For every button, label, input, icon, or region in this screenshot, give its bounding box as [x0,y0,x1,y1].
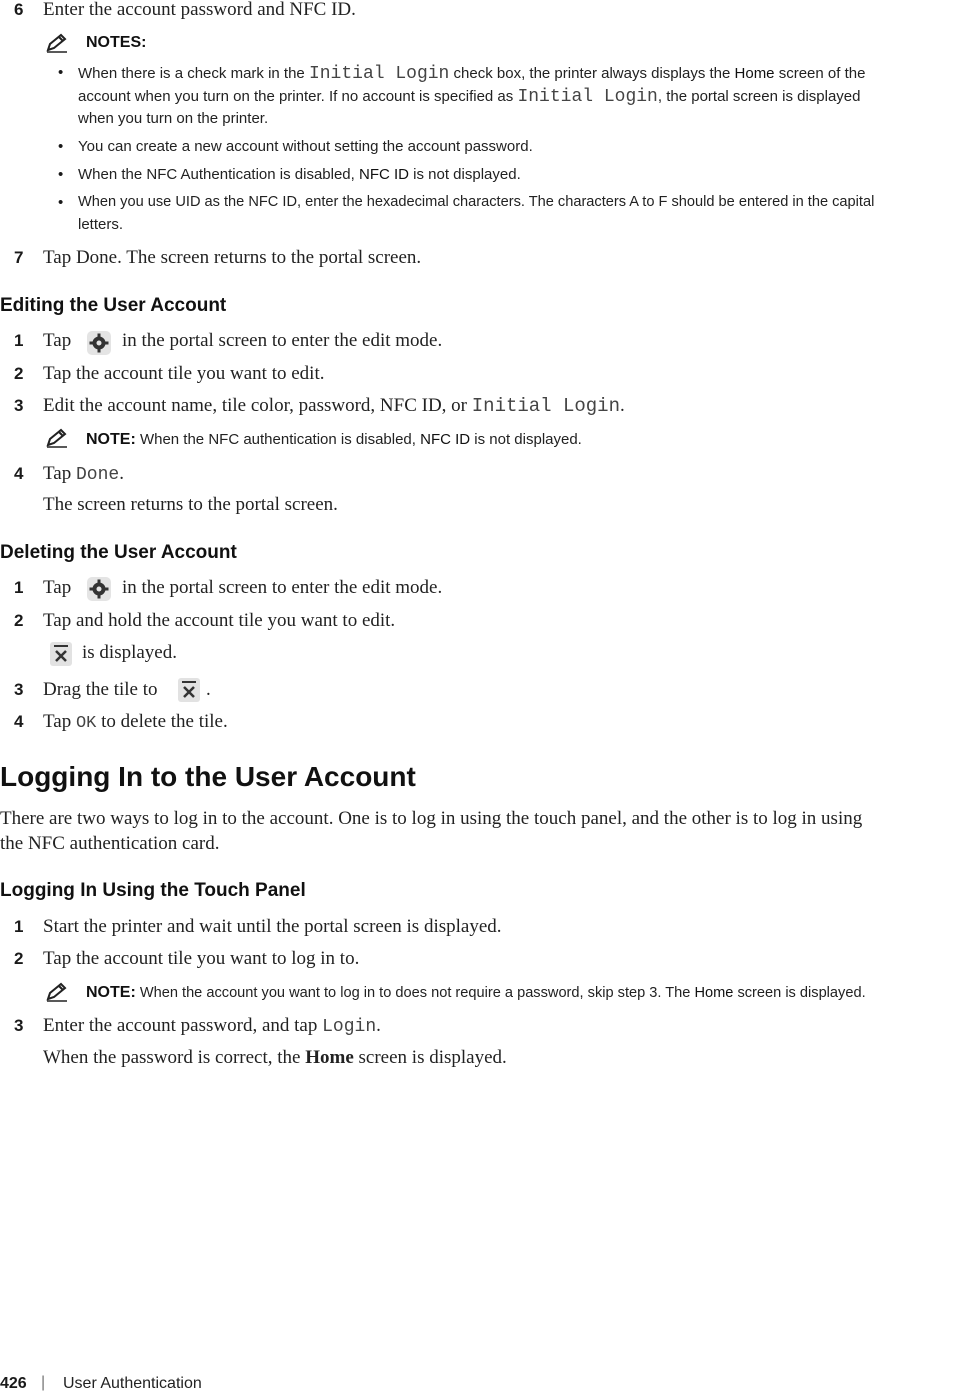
section-heading: Deleting the User Account [0,542,237,563]
intro-line-1: There are two ways to log in to the account. One is to log in using the touch panel, and the other is to log in using [0,808,863,829]
section-heading: Logging In Using the Touch Panel [0,880,306,901]
step-number: 1 [14,331,24,350]
footer-separator: | [41,1374,46,1391]
note: NOTE: When the account you want to log in to does not require a password, skip step 3. The Home screen is displayed. [86,984,866,1001]
step-text: Tap the account tile you want to edit. [43,363,325,384]
gear-icon [86,330,112,356]
step-text: is displayed. [82,642,177,663]
bullet: • [58,194,64,211]
note-bullet-2: You can create a new account without setting the account password. [78,138,533,155]
step-text: in the portal screen to enter the edit mode. [122,577,443,598]
notes-label: NOTES: [86,34,147,51]
step-text: Tap OK to delete the tile. [43,711,228,733]
chapter-heading: Logging In to the User Account [0,761,416,792]
step-number: 2 [14,949,24,968]
section-heading: Editing the User Account [0,295,227,316]
step-number: 4 [14,712,24,731]
note: NOTE: When the NFC authentication is disabled, NFC ID is not displayed. [86,431,582,448]
note-bullet-1-line-1: When there is a check mark in the Initial Login check box, the printer always displays the Home screen of the [78,64,866,84]
pencil-note-icon [45,428,69,448]
step-number: 3 [14,680,24,699]
step-text: Edit the account name, tile color, password, NFC ID, or Initial Login. [43,395,625,417]
intro-line-2: the NFC authentication card. [0,833,220,854]
step-number: 2 [14,611,24,630]
step-number: 1 [14,578,24,597]
note-bullet-1-line-3: when you turn on the printer. [78,110,269,127]
step-number: 1 [14,917,24,936]
step-number: 3 [14,1016,24,1035]
note-bullet-4-line-1: When you use UID as the NFC ID, enter the hexadecimal characters. The characters A to F should be entered in the capital [78,194,875,210]
step-text: Tap and hold the account tile you want to edit. [43,610,396,631]
step-text: Tap [43,330,72,351]
step-text: . [206,679,211,700]
step-text: Tap the account tile you want to log in to. [43,948,360,969]
step-text: Start the printer and wait until the portal screen is displayed. [43,916,502,937]
bullet: • [58,166,64,183]
step-number: 4 [14,464,24,483]
step-text: The screen returns to the portal screen. [43,494,338,515]
step-text: Enter the account password, and tap Login. [43,1015,381,1037]
step-text: Enter the account password and NFC ID. [43,0,356,20]
pencil-note-icon [45,982,69,1002]
step-number: 2 [14,364,24,383]
step-text: When the password is correct, the Home screen is displayed. [43,1047,507,1068]
step-number: 3 [14,396,24,415]
gear-icon [86,576,112,602]
bullet: • [58,138,64,155]
bullet: • [58,64,64,81]
step-text: in the portal screen to enter the edit mode. [122,330,443,351]
step-text: Tap [43,577,72,598]
page-number: 426 [0,1375,27,1392]
note-bullet-4-line-2: letters. [78,216,124,233]
step-text: Tap Done. [43,463,124,485]
pencil-note-icon [45,33,69,53]
step-number: 6 [14,0,24,19]
note-bullet-3: When the NFC Authentication is disabled, NFC ID is not displayed. [78,166,521,183]
note-bullet-1-line-2: account when you turn on the printer. If no account is specified as Initial Login, the portal screen is displayed [78,87,861,107]
footer-section: User Authentication [63,1375,202,1392]
step-text: Tap Done. The screen returns to the portal screen. [43,247,422,268]
trash-delete-icon [177,677,201,703]
step-number: 7 [14,248,24,267]
step-text: Drag the tile to [43,679,158,700]
trash-delete-icon [49,641,73,667]
